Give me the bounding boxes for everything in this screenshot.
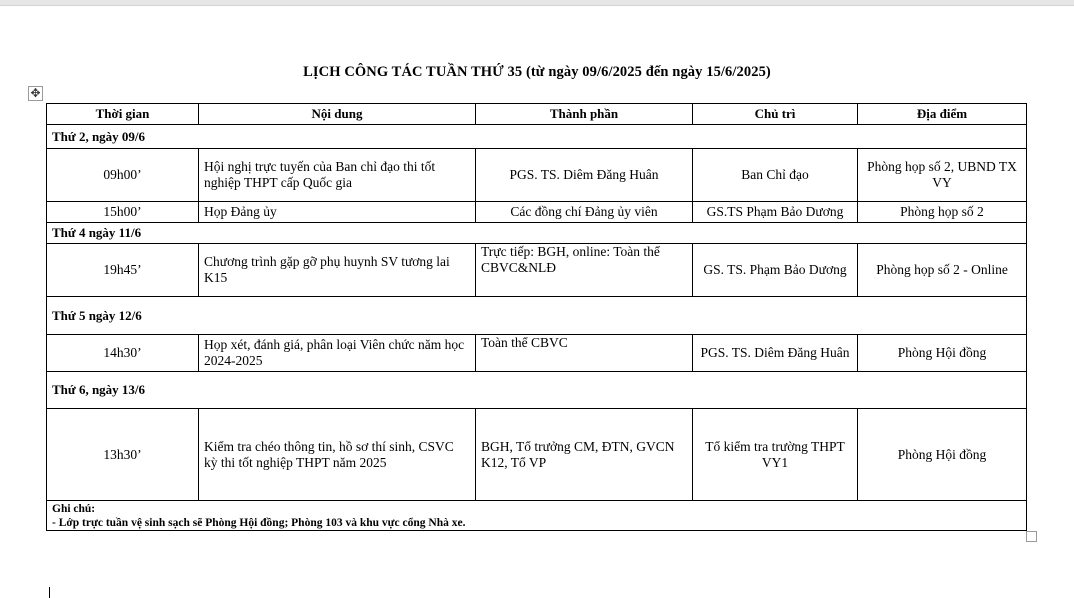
table-resize-handle-icon[interactable] — [1026, 531, 1037, 542]
cell-participants: Trực tiếp: BGH, online: Toàn thể CBVC&NLĐ — [476, 244, 693, 297]
day-row — [47, 125, 1027, 149]
cell-content: Hội nghị trực tuyến của Ban chỉ đạo thi tốt nghiệp THPT cấp Quốc gia — [199, 149, 476, 202]
cell-content: Kiểm tra chéo thông tin, hồ sơ thí sinh, CSVC kỳ thi tốt nghiệp THPT năm 2025 — [199, 409, 476, 501]
note-text: - Lớp trực tuần vệ sinh sạch sẽ Phòng Hội đồng; Phòng 103 và khu vực cổng Nhà xe. — [52, 517, 466, 529]
cell-time: 19h45’ — [47, 244, 199, 297]
header-row — [47, 104, 1027, 125]
text-cursor — [49, 587, 50, 598]
cell-time: 09h00’ — [47, 149, 199, 202]
schedule-table — [46, 103, 1027, 531]
table-row — [47, 409, 1027, 501]
cell-time: 14h30’ — [47, 335, 199, 372]
cell-content: Họp xét, đánh giá, phân loại Viên chức năm học 2024-2025 — [199, 335, 476, 372]
day-label: Thứ 6, ngày 13/6 — [47, 372, 1027, 409]
day-row — [47, 372, 1027, 409]
header-content: Nội dung — [199, 104, 476, 125]
header-location: Địa điểm — [858, 104, 1027, 125]
day-row — [47, 223, 1027, 244]
header-time: Thời gian — [47, 104, 199, 125]
day-row — [47, 297, 1027, 335]
table-row — [47, 202, 1027, 223]
header-chair: Chủ trì — [693, 104, 858, 125]
cell-location: Phòng họp số 2 - Online — [858, 244, 1027, 297]
note-row — [47, 501, 1027, 531]
note-cell — [47, 501, 1027, 531]
cell-content: Họp Đảng ủy — [199, 202, 476, 223]
note-heading: Ghi chú: — [52, 503, 96, 515]
day-label: Thứ 2, ngày 09/6 — [47, 125, 1027, 149]
cell-chair: Ban Chỉ đạo — [693, 149, 858, 202]
cell-location: Phòng họp số 2, UBND TX VY — [858, 149, 1027, 202]
table-move-handle-icon[interactable]: ✥ — [28, 86, 43, 101]
cell-participants: BGH, Tổ trưởng CM, ĐTN, GVCN K12, Tổ VP — [476, 409, 693, 501]
cell-participants: Các đồng chí Đảng ủy viên — [476, 202, 693, 223]
table-row — [47, 244, 1027, 297]
day-label: Thứ 4 ngày 11/6 — [47, 223, 1027, 244]
cell-time: 13h30’ — [47, 409, 199, 501]
page-title: LỊCH CÔNG TÁC TUẦN THỨ 35 (từ ngày 09/6/2025 đến ngày 15/6/2025) — [303, 64, 771, 80]
cell-chair: Tổ kiểm tra trường THPT VY1 — [693, 409, 858, 501]
table-row — [47, 335, 1027, 372]
header-participants: Thành phần — [476, 104, 693, 125]
day-label: Thứ 5 ngày 12/6 — [47, 297, 1027, 335]
cell-location: Phòng họp số 2 — [858, 202, 1027, 223]
cell-participants: Toàn thể CBVC — [476, 335, 693, 372]
cell-location: Phòng Hội đồng — [858, 409, 1027, 501]
cell-time: 15h00’ — [47, 202, 199, 223]
cell-participants: PGS. TS. Diêm Đăng Huân — [476, 149, 693, 202]
cell-chair: GS.TS Phạm Bảo Dương — [693, 202, 858, 223]
cell-location: Phòng Hội đồng — [858, 335, 1027, 372]
table-row — [47, 149, 1027, 202]
cell-content: Chương trình gặp gỡ phụ huynh SV tương lai K15 — [199, 244, 476, 297]
cell-chair: PGS. TS. Diêm Đăng Huân — [693, 335, 858, 372]
window-top-border — [0, 0, 1074, 6]
cell-chair: GS. TS. Phạm Bảo Dương — [693, 244, 858, 297]
